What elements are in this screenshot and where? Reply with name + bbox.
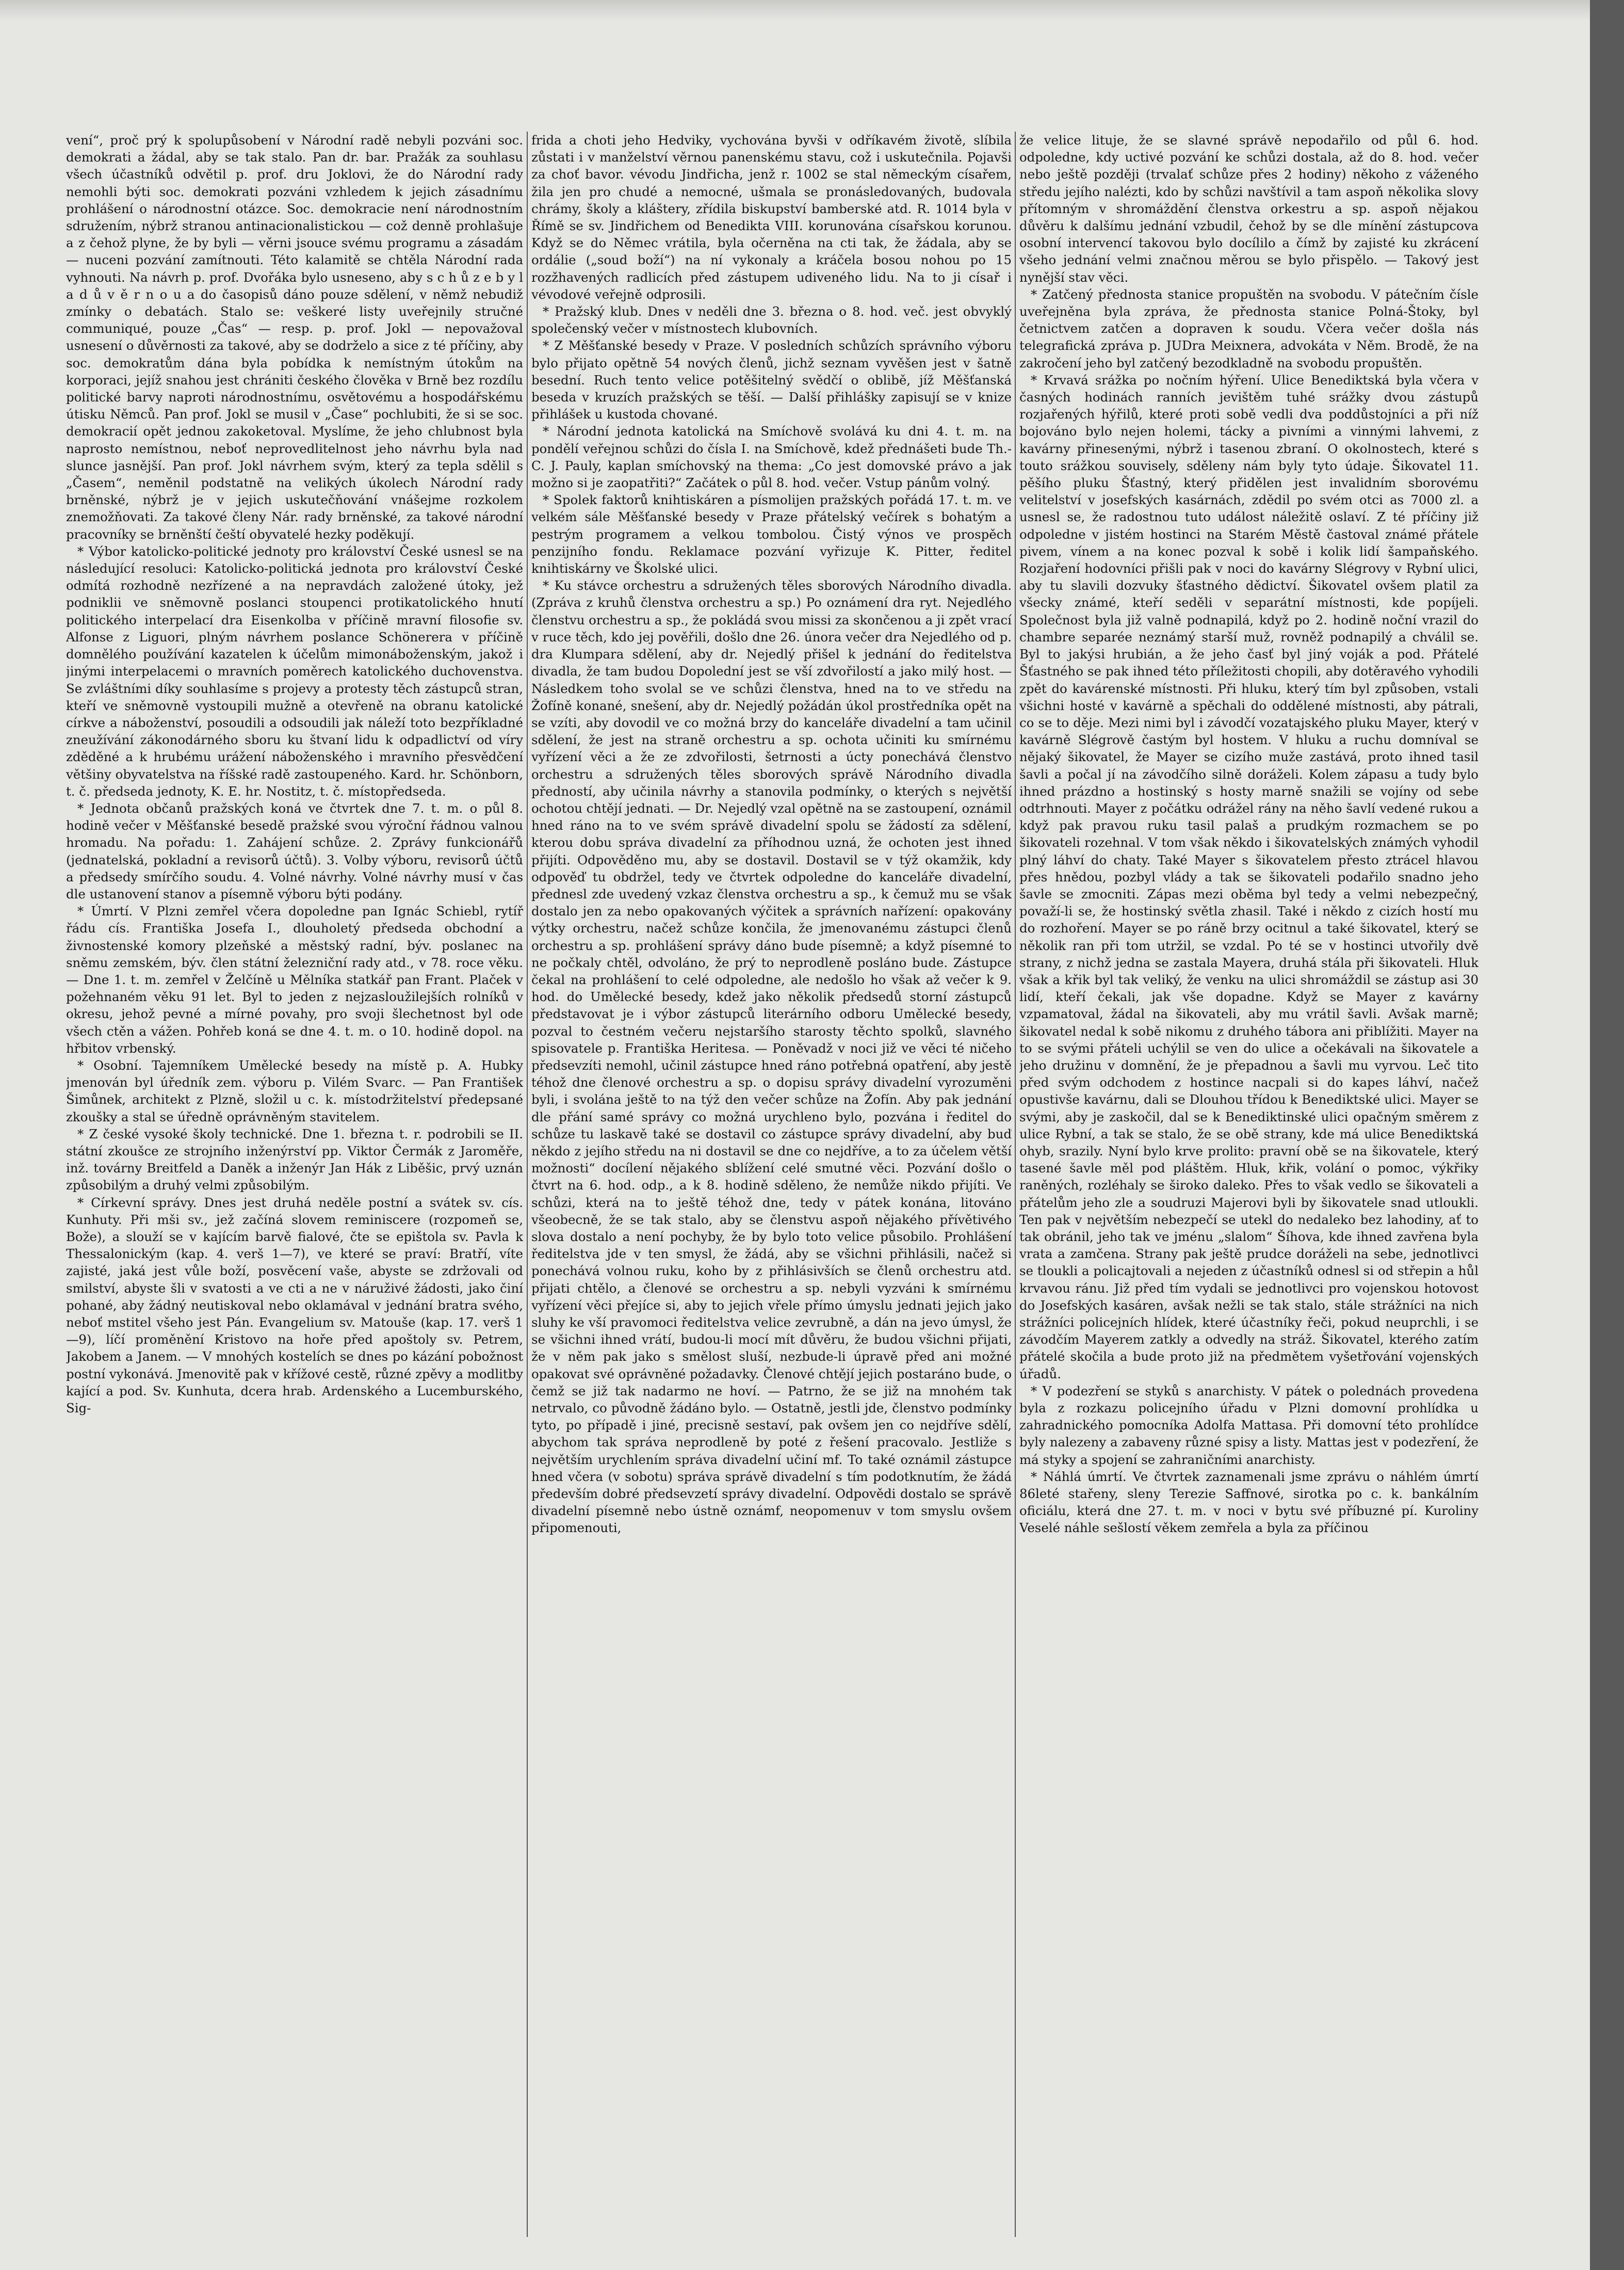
article-paragraph: * Zatčený přednosta stanice propuštěn na svobodu. V pátečním čísle uveřejněna byla zpráva, že přednosta stanice Polná-Štoky, byl četnictvem zatčen a dopraven k soudu. Včera večer došla nás telegrafická zpráva p. JUDra Meixnera, advokáta v Něm. Brodě, že na zakročení jeho byl zatčený bezodkladně na svobodu propuštěn.	[1019, 286, 1479, 371]
scan-right-edge	[1590, 0, 1624, 2270]
article-paragraph: frida a choti jeho Hedviky, vychována byvši v odříkavém životě, slíbila zůstati i v manželství věrnou panenskému stavu, což i uskutečnila. Pojavši za choť bavor. vévodu Jindřicha, jenž r. 1002 se stal německým císařem, žila jen pro chudé a nemocné, ušmala se pronásledovaných, budovala chrámy, školy a kláštery, zřídila biskupství bamberské atd. R. 1014 byla v Římě se sv. Jindřichem od Benedikta VIII. korunována císařskou korunou. Když se do Němec vrátila, byla očerněna na cti tak, že žádala, aby se ordálie („soud boží“) na ní vykonaly a kráčela bosou nohou po 15 rozžhavených radlicích před zástupem udiveného lidu. Na to ji císař i vévodové veřejně odprosili.	[531, 133, 1012, 302]
article-paragraph: * Pražský klub. Dnes v neděli dne 3. března o 8. hod. več. jest obvyklý společenský večer v místnostech klubovních.	[531, 304, 1012, 336]
article-paragraph: * Ku stávce orchestru a sdružených těles sborových Národního divadla. (Zpráva z kruhů členstva orchestru a sp.) Po oznámení dra ryt. Nejedlého členstvu orchestru a sp., že pokládá svou missi za skončenou a ji zpět vrací v ruce těch, kdo jej pověřili, došlo dne 26. února večer dra Nejedlého od p. dra Klumpara sdělení, aby dr. Nejedlý přišel k jednání do ředitelstva divadla, že tam budou Dopolední jest se vší zdvořilostí a jako milý host. — Následkem toho svolal se ve schůzi členstva, hned na to ve středu na Žofíně konané, snešení, aby dr. Nejedlý požádán úkol prostředníka opět na se vzíti, aby dovodil ve co možná brzy do kanceláře divadelní a tam učinil sdělení, že jest na straně orchestru a sp. ochota učiniti ku smírnému vyřízení věci a že ze zdvořilosti, šetrnosti a úcty ponechává členstvo orchestru a sdružených těles sborových správě Národního divadla předností, aby učinila návrhy a stanovila podmínky, o kterých s největší ochotou chtějí jednati. — Dr. Nejedlý vzal opětně na se zastoupení, oznámil hned ráno na to ve svém správě divadelní spolu se žádostí za sdělení, kterou dobu správa divadelní za příhodnou uzná, že ochoten jest ihned přijíti. Odpověděno mu, aby se dostavil. Dostavil se v týž okamžik, kdy odpověď tu obdržel, tedy ve čtvrtek odpoledne do kanceláře divadelní, přednesl zde uvedený vzkaz členstva orchestru a sp., k čemuž mu se však dostalo jen za nebo opakovaných výčitek a správních nařízení: opakovány výtky orchestru, načež schůze končila, že jmenovanému zástupci členů orchestru a sp. prohlášení správy dáno bude písemně; a když písemné to ne počkaly chtěl, odvoláno, že prý to neprodleně posláno bude. Zástupce čekal na prohlášení to celé odpoledne, ale nedošlo ho však až večer k 9. hod. do Umělecké besedy, kdež jako několik předsedů storní zástupců představovat je i výbor zástupců literárního odboru Umělecké besedy, pozval to čestném večeru nejstaršího starosty těchto spolků, slavného spisovatele p. Františka Heritesa. — Poněvadž v noci již ve věci té ničeho předsevzíti nemohl, učinil zástupce hned ráno potřebná opatření, aby jestě téhož dne členové orchestru a sp. o dopisu správy divadelní vyrozuměni byli, i svolána ještě to na týž den večer schůze na Žofín. Aby pak jednání dle přání samé správy co možná urychleno bylo, pozvána i ředitel do schůze tu laskavě také se dostavil co zástupce správy divadelní, aby buď někdo z jejího středu na ni dostavil se dne co nejdříve, a to za účelem větší možnosti“ docílení nějakého sblížení celé smutné věci. Pozvání došlo o čtvrt na 6. hod. odp., a k 8. hodině sděleno, že nemůže nikdo přijíti. Ve schůzi, která na to ještě téhož dne, tedy v pátek konána, litováno všeobecně, že se tak stalo, aby se členstvu aspoň nějakého přívětivého slova dostalo a není pochyby, že by bylo toto velice působilo. Prohlášení ředitelstva jde v ten smysl, že žádá, aby se všichni přihlásili, načež si ponechává volnou ruku, koho by z přihlásivších se členů orchestru atd. přijati chtělo, a členové se orchestru a sp. nebyli vyzváni k smírnému vyřízení věci přejíce si, aby to jejich vřele přímo úmyslu jednati jejich jako sluhy ke vší pravomoci ředitelstva velice zevrubně, a dán na jevo úmysl, že se všichni ihned vrátí, budou-li mocí mít důvěru, že budou všichni přijati, že v něm pak jako s smělost sluší, nezbude-li úpravě před ani možné opakovat své oprávněné požadavky. Členové chtějí jejich postaráno bude, o čemž se již tak nadarmo ne hoví. — Patrno, že se již na mnohém tak netrvalo, co původně žádáno bylo. — Ostatně, jestli jde, členstvo podmínky tyto, po případě i jiné, precisně sestaví, pak ovšem jen co nejdříve sdělí, abychom tak správa neprodleně by poté z řešení pracovalo. Jestliže s největším urychlením správa divadelní učiní mf. To také oznámil zástupce hned včera (v sobotu) správa správě divadelní s tím podotknutím, že žádá především dobré předsevzetí správy divadelní. Odpovědi dostalo se správě divadelní písemně nebo ústně oznámf, neopomenuv v tom smyslu ovšem připomenouti,	[531, 578, 1012, 1536]
article-paragraph: že velice lituje, že se slavné správě nepodařilo od půl 6. hod. odpoledne, kdy uctivé pozvání ke schůzi dostala, až do 8. hod. večer nebo ještě později (trvalať schůze přes 2 hodiny) někoho z váženého středu jejího nalézti, kdo by schůzi navštívil a tam aspoň několika slovy přítomným v shromáždění členstva orkestru a sp. aspoň nějakou důvěru k dalšímu jednání vzbudil, čehož by se dle mínění zástupcova osobní intervencí takovou bylo docílilo a čímž by zajisté ku zkrácení všeho jednání velmi značnou měrou se bylo přispělo. — Takový jest nynější stav věci.	[1019, 133, 1479, 285]
article-paragraph: * Národní jednota katolická na Smíchově svolává ku dni 4. t. m. na pondělí veřejnou schůzi do čísla I. na Smíchově, kdež přednášeti bude Th.-C. J. Pauly, kaplan smíchovský na thema: „Co jest domovské právo a jak možno si je zaopatřiti?“ Začátek o půl 8. hod. večer. Vstup pánům volný.	[531, 424, 1012, 491]
column-left	[66, 132, 523, 2237]
scan-top-edge	[0, 0, 1624, 21]
article-paragraph: vení“, proč prý k spolupůsobení v Národní radě nebyli pozváni soc. demokrati a žádal, aby se tak stalo. Pan dr. bar. Pražák za souhlasu všech účastníků odvětil p. prof. dru Joklovi, že do Národní rady nemohli býti soc. demokrati pozváni vzhledem k jejich zásadnímu prohlášení o národnostní otázce. Soc. demokracie není národnostním sdružením, nýbrž stranou antinacionalistickou — což denně prohlašuje a z čehož plyne, že by byli — věrni jsouce svému programu a zásadám — nuceni pozvání zamítnouti. Této kalamitě se chtěla Národní rada vyhnouti. Na návrh p. prof. Dvořáka bylo usneseno, aby s c h ů z e b y l a d ů v ě r n o u a do časopisů dáno pouze sdělení, v němž nebudiž zmínky o debatách. Stalo se: veškeré listy uveřejnily stručné communiqué, pouze „Čas“ — resp. p. prof. Jokl — nepovažoval usnesení o důvěrnosti za takové, aby se dodrželo a sice z té příčiny, aby soc. demokratům dána byla pobídka k nemístným útokům na korporaci, jejíž snahou jest chrániti českého člověka v Brně bez rozdílu politické barvy naproti národnostnímu, osvětovému a hospodářskému útisku Němců. Pan prof. Jokl se musil v „Čase“ pochlubiti, že si se soc. demokracií opět jednou zakoketoval. Myslíme, že jeho chlubnost byla naprosto nemístnou, neboť neprovedlitelnost jeho návrhu byla nad slunce jasnější. Pan prof. Jokl návrhem svým, který za tepla sdělil s „Časem“, neměnil podstatně na velikých úkolech Národní rady brněnské, nýbrž je v jejich uskutečňování vnášejme rozkolem znemožňovati. Za takové členy Nár. rady brněnské, za takové národní pracovníky se brněnští čeští obyvatelé hezky poděkují.	[66, 133, 523, 542]
article-paragraph: * Výbor katolicko-politické jednoty pro království České usnesl se na následující resoluci: Katolicko-politická jednota pro království České odmítá rozhodně nezřízené a na nepravdách založené útoky, jež podniklii ve sněmovně poslanci stoupenci protikatolického hnutí politického interpelací dra Eisenkolba v příčině mravní filosofie sv. Alfonse z Liguori, plným návrhem poslance Schönerera v příčině domnělého používání kazatelen k účelům mimonáboženským, jakož i jinými interpelacemi o mravních poměrech katolického duchovenstva. Se zvláštními díky souhlasíme s projevy a protesty těch zástupců stran, kteří ve sněmovně vystoupili mužně a otevřeně na obranu katolické církve a náboženství, posoudili a odsoudili jak náleží toto bezpříkladné zneužívání zákonodárného sboru ku štvaní lidu k odpadlictví od víry zděděné a k hrubému urážení náboženského i mravního přesvědčení většiny obyvatelstva na říšské radě zastoupeného. Kard. hr. Schönborn, t. č. předseda jednoty, K. E. hr. Nostitz, t. č. místopředseda.	[66, 543, 523, 799]
article-paragraph: * Jednota občanů pražských koná ve čtvrtek dne 7. t. m. o půl 8. hodině večer v Měšťanské besedě pražské svou výroční řádnou valnou hromadu. Na pořadu: 1. Zahájení schůze. 2. Zprávy funkcionářů (jednatelská, pokladní a revisorů účtů). 3. Volby výboru, revisorů účtů a předsedy smírčího soudu. 4. Volné návrhy. Volné návrhy musí v čas dle ustanovení stanov a písemně výboru býti podány.	[66, 800, 523, 901]
article-paragraph: * Osobní. Tajemníkem Umělecké besedy na místě p. A. Hubky jmenován byl úředník zem. výboru p. Vilém Svarc. — Pan František Šimůnek, architekt z Plzně, složil u c. k. místodržitelství předepsané zkoušky a stal se úředně oprávněným stavitelem.	[66, 1057, 523, 1124]
column-rule	[527, 132, 528, 2237]
article-paragraph: * Spolek faktorů knihtiskáren a písmolijen pražských pořádá 17. t. m. ve velkém sále Měšťanské besedy v Praze přátelský večírek s bohatým a pestrým programem a velkou tombolou. Čistý výnos ve prospěch penzijního fondu. Reklamace pozvání vyřizuje K. Pitter, ředitel knihtiskárny ve Školské ulici.	[531, 492, 1012, 576]
article-paragraph: * Církevní správy. Dnes jest druhá neděle postní a svátek sv. cís. Kunhuty. Při mši sv., jež začíná slovem reminiscere (rozpomeň se, Bože), a slouží se v kajícím barvě fialové, čte se epištola sv. Pavla k Thessalonickým (kap. 4. verš 1—7), ve které se praví: Bratří, víte zajisté, jaká jest vůle boží, posvěcení vaše, abyste se zdržovali od smilství, abyste šli v svatosti a ve cti a ne v náruživé žádosti, jako činí pohané, aby žádný neutiskoval nebo oklamával v jednání bratra svého, neboť mstitel všeho jest Pán. Evangelium sv. Matouše (kap. 17. verš 1—9), líčí proměnění Kristovo na hoře před apoštoly sv. Petrem, Jakobem a Janem. — V mnohých kostelích se dnes po kázání pobožnost postní vykonává. Jmenovitě pak v křížové cestě, různé zpěvy a modlitby kající a pod. Sv. Kunhuta, dcera hrab. Ardenského a Lucemburského, Sig-	[66, 1195, 523, 1416]
column-middle	[531, 132, 1012, 2237]
column-rule	[1015, 132, 1016, 2237]
article-paragraph: * Náhlá úmrtí. Ve čtvrtek zaznamenali jsme zprávu o náhlém úmrtí 86leté stařeny, sleny Terezie Saffnové, sirotka po c. k. bankálním oficiálu, která dne 27. t. m. v noci v bytu své příbuzné pí. Kuroliny Veselé náhle sešlostí věkem zemřela a byla za příčinou	[1019, 1469, 1479, 1536]
article-paragraph: * Úmrtí. V Plzni zemřel včera dopoledne pan Ignác Schiebl, rytíř řádu cís. Františka Josefa I., dlouholetý předseda obchodní a živnostenské komory plzeňské a městský radní, býv. poslanec na sněmu zemském, býv. člen státní železniční rady atd., v 78. roce věku. — Dne 1. t. m. zemřel v Želčíně u Mělníka statkář pan Frant. Plaček v požehnaném věku 91 let. Byl to jeden z nejzasloužilejších rolníků v okresu, jehož pevné a mírné povahy, pro svoji šlechetnost byl ode všech ctěn a vážen. Pohřeb koná se dne 4. t. m. o 10. hodině dopol. na hřbitov vrbenský.	[66, 904, 523, 1056]
article-paragraph: * V podezření se styků s anarchisty. V pátek o polednách provedena byla z rozkazu policejního úřadu v Plzni domovní prohlídka u zahradnického pomocníka Adolfa Mattasa. Při domovní této prohlídce byly nalezeny a zabaveny různé spisy a listy. Mattas jest v podezření, že má styky a spojení se zahraničními anarchisty.	[1019, 1383, 1479, 1467]
article-paragraph: * Z Měšťanské besedy v Praze. V posledních schůzích správního výboru bylo přijato opětně 54 nových členů, jichž seznam vyvěšen jest v šatně besední. Ruch tento velice potěšitelný svědčí o oblibě, jíž Měšťanská beseda v kruzích pražských se těší. — Další přihlášky zapisují se v knize přihlášek u kustoda chované.	[531, 338, 1012, 422]
article-paragraph: * Krvavá srážka po nočním hýření. Ulice Benediktská byla včera v časných hodinách ranních jevištěm tuhé srážky dvou zástupů rozjařených hýřilů, které proti sobě vedli dva poddůstojníci a při níž bojováno bylo nejen holemi, tácky a pivními a vinnými lahvemi, z kavárny přinesenými, nýbrž i tasenou zbraní. O okolnostech, které s touto srážkou souvisely, sděleny nám byly tyto údaje. Šikovatel 11. pěšího pluku Šťastný, který přidělen jest invalidním sborovému velitelství v josefských kasárnách, zdědil po svém otci as 7000 zl. a usnesl se, že radostnou tuto událost náležitě oslaví. Z té příčiny již odpoledne v jistém hostinci na Starém Městě častoval známé přátele pivem, vínem a na konec pozval k sobě i kolik lidí šampaňského. Rozjaření hodovníci přišli pak v noci do kavárny Slégrovy v Rybní ulici, aby tu slavili dozvuky šťastného dědictví. Šikovatel ovšem platil za všecky známé, kteří seděli v separátní místnosti, kde popíjeli. Společnost byla již valně podnapilá, když po 2. hodině noční vrazil do chambre separée neznámý starší muž, rovněž podnapilý a chválil se. Byl to jakýsi hrubián, a že jeho časť byl jiný voják a pod. Přátelé Šťastného se pak ihned této příležitosti chopili, aby dotěravého vyhodili zpět do kavárenské místnosti. Při hluku, který tím byl způsoben, vstali všichni hosté v kavárně a spěchali do oddělené místnosti, aby pátrali, co se to děje. Mezi nimi byl i závodčí vozatajského pluku Mayer, který v kavárně Slégrově častým byl hostem. V hluku a ruchu domníval se nějaký šikovatel, že Mayer se cizího muže zastává, proto ihned tasil šavli a počal jí na závodčího silně doráželi. Kolem zápasu a tudy bylo ihned prázdno a hostinský s hosty marně snažili se vojíny od sebe odtrhnouti. Mayer z počátku odrážel rány na něho šavlí vedené rukou a když pak pravou ruku tasil palaš a prudkým rozmachem se po šikovateli rozehnal. V tom však někdo i šikovatelských známých vyhodil plný láhví do chaty. Také Mayer s šikovatelem přesto ztrácel hlavou přes hnědou, pozbyl vlády a tak se šikovateli podařilo snadno jeho šavle se zmocniti. Zápas mezi oběma byl tedy a velmi nebezpečný, považí-li se, že hostinský světla zhasil. Také i někdo z cizích hostí mu do rozhoření. Mayer se po ráně brzy ocitnul a také šikovatel, který se několik ran při tom utržil, se vzdal. Po té se v hostinci utvořily dvě strany, z nichž jedna se zastala Mayera, druhá stála při šikovateli. Hluk však a křik byl tak veliký, že venku na ulici shromáždil se zástup asi 30 lidí, kteří čekali, jak vše dopadne. Když se Mayer z kavárny vzpamatoval, žádal na šikovateli, aby mu vrátil šavli. Avšak marně; šikovatel nedal k sobě nikomu z druhého tábora ani přiblížiti. Mayer na to se svými přáteli uchýlil se ven do ulice a očekávali na šikovatele a jeho družinu v domnění, že je přepadnou a šavli mu vyrvou. Leč tito před svým odchodem z hostince nacpali si do kapes láhví, načež opustivše kavárnu, dali se Dlouhou třídou k Benediktské ulici. Mayer se svými, aby je zaskočil, dal se k Benediktinské ulici opačným směrem z ulice Rybní, a tak se stalo, že se obě strany, kde má ulice Benediktská ohyb, srazily. Nyní bylo krve prolito: pravní obě se na šikovatele, který tasené šavle měl pod pláštěm. Hluk, křik, volání o pomoc, výkřiky raněných, rozléhaly se široko daleko. Přes to však vedlo se šikovateli a přátelům jeho zle a soudruzi Majerovi byli by šikovatele snad utloukli. Ten pak v největším nebezpečí se utekl do nedaleko bez lahodiny, ať to tak obránil, jeho tak ve jménu „slalom“ Šíhova, kde ihned zavřena byla vrata a zamčena. Strany pak ještě prudce doráželi na sebe, jednotlivci se tloukli a policajtovali a nejeden z účastníků odnesl si od střepin a hůl krvavou ránu. Již před tím vydali se jednotlivci pro vojenskou hotovost do Josefských kasáren, avšak nežli se tak stalo, stále strážníci na nich strážníci policejních hlídek, které účastníky řeči, pokud neuprchli, i se závodčím Mayerem zatkly a odvedly na stráž. Šikovatel, kterého zatím přátelé skočila a bude proto již na předmětem vyšetřování vojenských úřadů.	[1019, 372, 1479, 1381]
article-paragraph: * Z české vysoké školy technické. Dne 1. března t. r. podrobili se II. státní zkoušce ze strojního inženýrství pp. Viktor Čermák z Jaroměře, inž. továrny Breitfeld a Daněk a inženýr Jan Hák z Liběšic, prvý uznán způsobilým a druhý velmi způsobilým.	[66, 1126, 523, 1193]
column-right	[1019, 132, 1479, 2237]
